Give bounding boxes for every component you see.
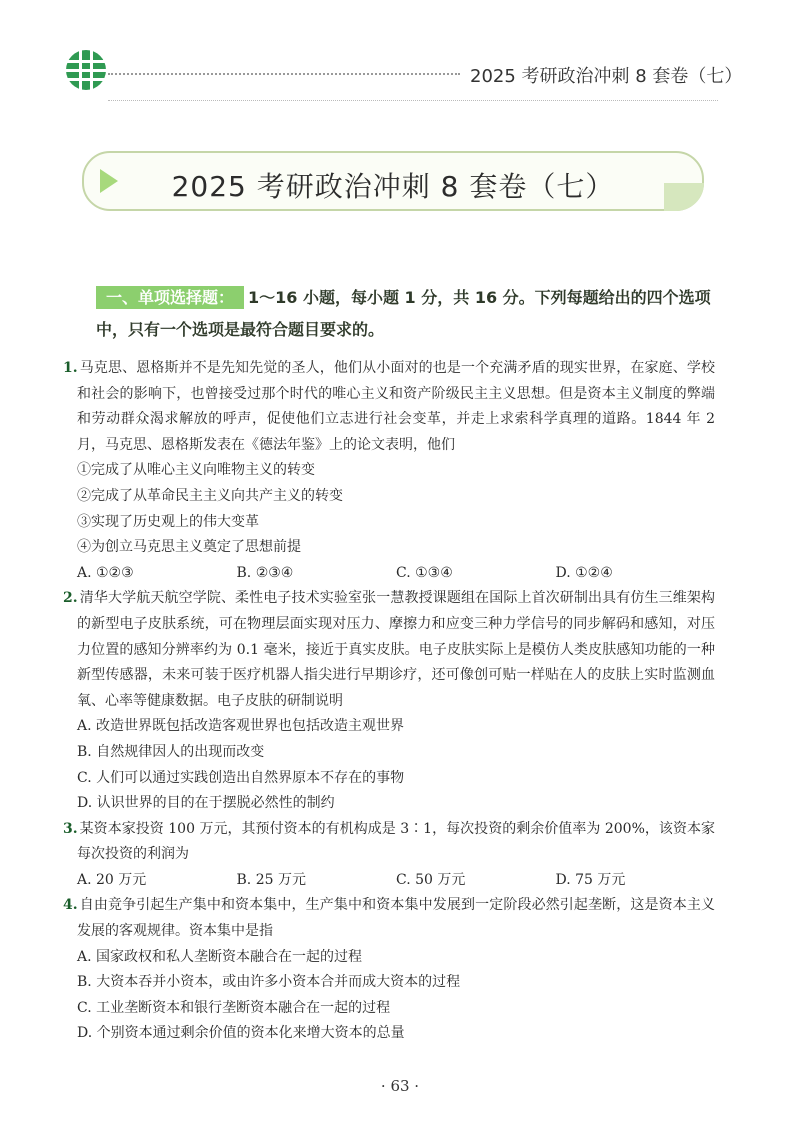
page-number: · 63 · [380,1077,420,1095]
question-stem [63,817,715,868]
question-1 [63,356,715,586]
option-d: D. 个别资本通过剩余价值的资本化来增大资本的总量 [77,1025,405,1042]
option-a: A. 国家政权和私人垄断资本融合在一起的过程 [77,948,363,965]
question-stem [63,356,715,458]
answer-options [63,561,715,587]
page-title: 2025 考研政治冲刺 8 套卷（七） [171,170,615,203]
option-b: B. ②③④ [236,564,294,581]
question-stem [63,586,715,714]
statement-item: ①完成了从唯心主义向唯物主义的转变 [77,462,315,479]
globe-logo-icon [66,50,106,90]
option-b: B. 25 万元 [236,871,306,888]
option-c: C. 人们可以通过实践创造出自然界原本不存在的事物 [77,769,405,786]
page-header [0,0,800,110]
option-a: A. 改造世界既包括改造客观世界也包括改造主观世界 [77,718,405,735]
section-heading [96,282,714,346]
option-c: C. ①③④ [396,564,453,581]
option-a: A. 20 万元 [77,871,147,888]
header-title: 2025 考研政治冲刺 8 套卷（七） [470,66,743,87]
question-text: 某资本家投资 100 万元，其预付资本的有机构成是 3∶1，每次投资的剩余价值率为 200%，该资本家每次投资的利润为 [77,820,715,863]
option-d: D. 75 万元 [555,871,626,888]
option-c: C. 工业垄断资本和银行垄断资本融合在一起的过程 [77,999,391,1016]
option-a: A. ①②③ [77,564,134,581]
question-number: 4. [63,897,78,914]
header-divider [108,100,718,101]
question-number: 1. [63,360,78,376]
question-list [63,356,715,1047]
question-2 [63,586,715,816]
title-banner [82,151,704,211]
question-stem [63,893,715,944]
question-text: 清华大学航天航空学院、柔性电子技术实验室张一慧教授课题组在国际上首次研制出具有仿生三维架构的新型电子皮肤系统，可在物理层面实现对压力、摩擦力和应变三种力学信号的同步解码和感知，对压力位置的感知分辨率约为 0.1 毫米，接近于真实皮肤。电子皮肤实际上是模仿人类皮肤感知功能的一种新型传感器，未来可装于医疗机器人指尖进行早期诊疗，还可像创可贴一样贴在人的皮肤上实时监测血氧、心率等健康数据。电子皮肤的研制说明 [77,590,715,709]
section-label: 一、单项选择题： [96,286,244,309]
option-c: C. 50 万元 [396,871,466,888]
question-number: 2. [63,590,78,607]
option-b: B. 大资本吞并小资本，或由许多小资本合并而成大资本的过程 [77,974,461,991]
statement-item: ④为创立马克思主义奠定了思想前提 [77,539,301,556]
question-3 [63,817,715,894]
header-dotted-line [108,73,460,75]
statement-item: ③实现了历史观上的伟大变革 [77,513,259,530]
option-d: D. ①②④ [555,564,613,581]
option-d: D. 认识世界的目的在于摆脱必然性的制约 [77,795,335,812]
question-text: 马克思、恩格斯并不是先知先觉的圣人，他们从小面对的也是一个充满矛盾的现实世界，在家庭、学校和社会的影响下，也曾接受过那个时代的唯心主义和资产阶级民主主义思想。但是资本主义制度的弊端和劳动群众渴求解放的呼声，促使他们立志进行社会变革，并走上求索科学真理的道路。1844 年 2 月，马克思、恩格斯发表在《德法年鉴》上的论文表明，他们 [77,360,715,453]
option-b: B. 自然规律因人的出现而改变 [77,743,265,760]
question-4 [63,893,715,1047]
statement-item: ②完成了从革命民主主义向共产主义的转变 [77,487,343,504]
answer-options [63,868,715,894]
section-instruction: 1～16 小题，每小题 1 分，共 16 分。下列每题给出的四个选项中，只有一个选项是最符合题目要求的。 [96,288,711,339]
question-text: 自由竞争引起生产集中和资本集中，生产集中和资本集中发展到一定阶段必然引起垄断，这是资本主义发展的客观规律。资本集中是指 [77,897,715,940]
question-number: 3. [63,820,78,837]
